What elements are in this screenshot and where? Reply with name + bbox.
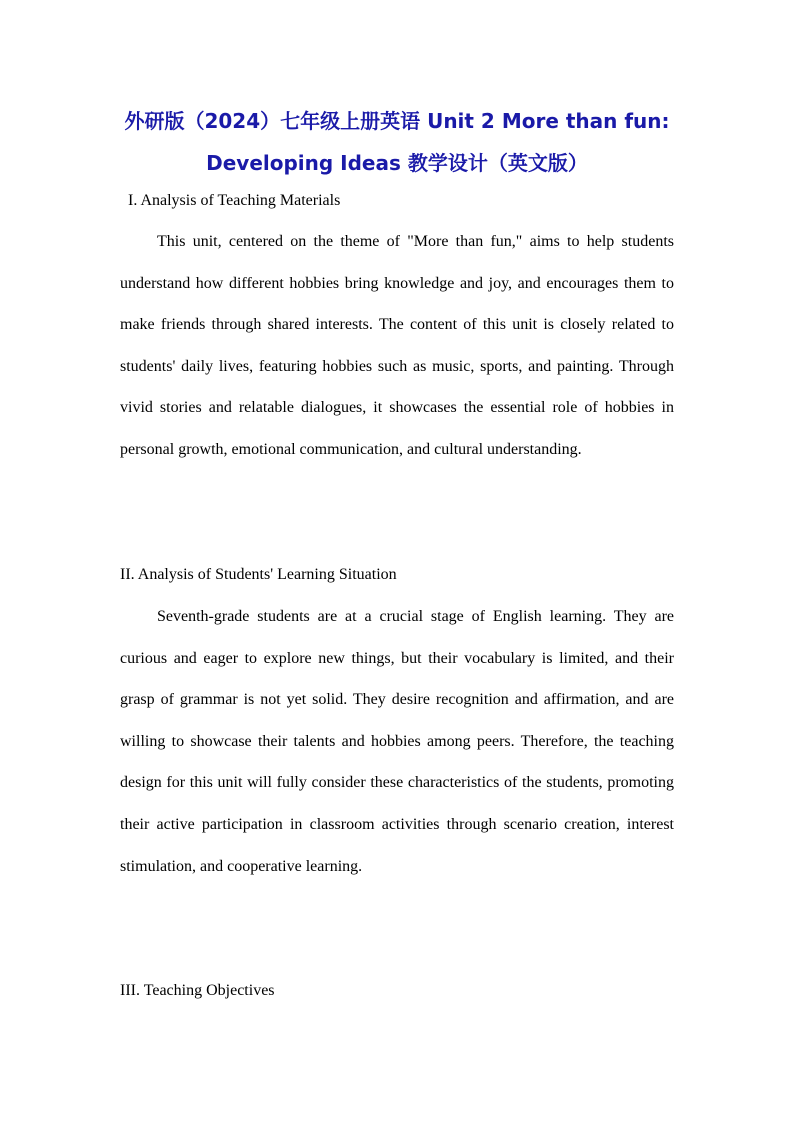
section-heading-teaching-materials: I. Analysis of Teaching Materials bbox=[128, 192, 341, 209]
section-heading-students-situation: II. Analysis of Students' Learning Situation bbox=[120, 566, 397, 583]
document-title: 外研版（2024）七年级上册英语 Unit 2 More than fun: Developing Ideas 教学设计（英文版） bbox=[124, 109, 670, 175]
section-heading-teaching-objectives: III. Teaching Objectives bbox=[120, 982, 275, 999]
section-body-teaching-materials: This unit, centered on the theme of "More than fun," aims to help students understand how different hobbies bring knowledge and joy, and encourages them to make friends through shared interests. The content of this unit is closely related to students' daily lives, featuring hobbies such as music, sports, and painting. Through vivid stories and relatable dialogues, it showcases the essential role of hobbies in personal growth, emotional communication, and cultural understanding. bbox=[120, 233, 674, 458]
section-body-students-situation: Seventh-grade students are at a crucial stage of English learning. They are curious and eager to explore new things, but their vocabulary is limited, and their grasp of grammar is not yet solid. They desire recognition and affirmation, and are willing to showcase their talents and hobbies among peers. Therefore, the teaching design for this unit will fully consider these characteristics of the students, promoting their active participation in classroom activities through scenario creation, interest stimulation, and cooperative learning. bbox=[120, 608, 674, 875]
